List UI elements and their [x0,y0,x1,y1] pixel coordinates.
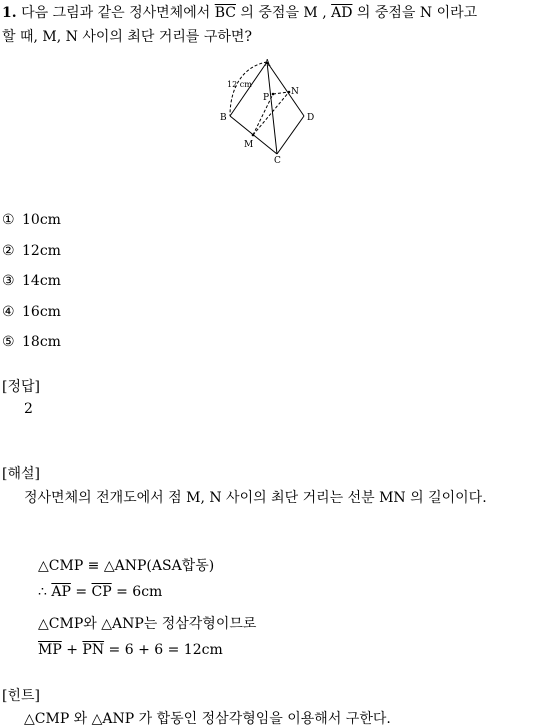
point-n [288,91,291,94]
solution-line-3: △CMP와 △ANP는 정삼각형이므로 [38,616,257,632]
question-text-a: 다음 그림과 같은 정사면체에서 [21,5,211,21]
question-number: 1. [2,5,17,21]
edge-length-label: 12 cm [227,80,252,89]
dashed-pn [273,92,289,94]
option-text: 14cm [22,273,61,289]
edge-cd [277,116,304,154]
solution-heading: [해설] [2,466,40,482]
option-3[interactable] [2,273,61,289]
point-m [252,134,255,137]
label-n: N [291,87,299,97]
option-1[interactable] [2,212,61,228]
option-text: 12cm [22,243,61,259]
label-c: C [274,156,281,166]
segment-pn: $\overline{PN}$ [82,642,105,658]
value-text: = 6cm [111,584,163,600]
option-mark: ⑤ [2,334,15,350]
option-mark: ③ [2,273,15,289]
therefore-text: ∴ [38,584,52,600]
question-line-1 [2,2,477,22]
option-text: 10cm [22,212,61,228]
segment-ap: $\overline{AP}$ [51,584,71,600]
hint-heading: [힌트] [2,688,40,704]
segment-ad: $\overline{AD}$ [331,5,353,21]
option-text: 16cm [22,304,61,320]
option-2[interactable] [2,243,61,259]
option-text: 18cm [22,334,61,350]
question-line-2: 할 때, M, N 사이의 최단 거리를 구하면? [2,29,252,45]
equals-text: = [70,584,92,600]
label-b: B [220,113,227,123]
question-text-b: 의 중점을 M , [240,5,327,21]
solution-line-2 [38,584,162,600]
point-p [272,93,275,96]
option-4[interactable] [2,304,61,320]
answer-heading: [정답] [2,379,40,395]
solution-intro: 정사면체의 전개도에서 점 M, N 사이의 최단 거리는 선분 MN 의 길이이다. [24,490,487,506]
option-mark: ① [2,212,15,228]
hint-text: △CMP 와 △ANP 가 합동인 정삼각형임을 이용해서 구한다. [24,711,391,727]
plus-text: + [61,642,83,658]
segment-mp: $\overline{MP}$ [38,642,62,658]
sum-text: = 6 + 6 = 12cm [104,642,223,658]
question-text-c: 의 중점을 N 이라고 [356,5,478,21]
tetrahedron-figure [210,56,325,166]
option-5[interactable] [2,334,61,350]
answer-value: 2 [24,401,33,417]
option-mark: ④ [2,304,15,320]
solution-line-4 [38,642,223,658]
label-p: P [263,93,270,103]
solution-line-1: △CMP ≡ △ANP(ASA합동) [38,558,215,574]
segment-bc: $\overline{BC}$ [214,5,236,21]
label-a: A [264,59,271,69]
segment-cp: $\overline{CP}$ [91,584,112,600]
option-mark: ② [2,243,15,259]
label-m: M [244,140,254,150]
label-d: D [307,113,315,123]
